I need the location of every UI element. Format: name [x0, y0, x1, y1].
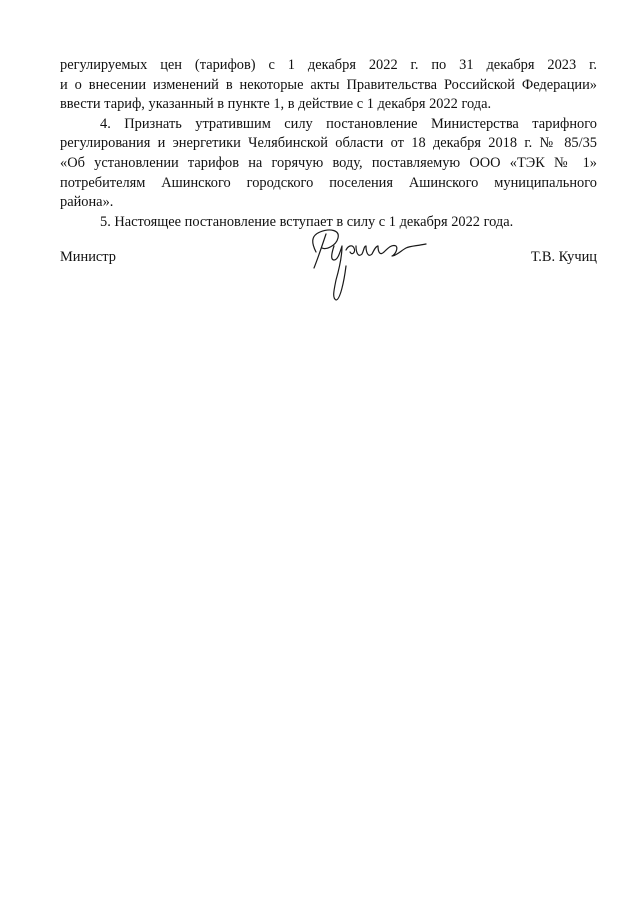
text-line: регулирования и энергетики Челябинской области от 18 декабря 2018 г. № 85/35 — [60, 135, 597, 152]
signer-position: Министр — [60, 249, 116, 265]
document-body — [60, 56, 597, 232]
paragraph-4 — [60, 115, 597, 213]
text-line: «Об установлении тарифов на горячую воду, поставляемую ООО «ТЭК № 1» — [60, 154, 597, 171]
text-line: и о внесении изменений в некоторые акты Правительства Российской Федерации» — [60, 76, 597, 93]
text-line: ввести тариф, указанный в пункте 1, в действие с 1 декабря 2022 года. — [60, 96, 492, 113]
handwritten-signature — [300, 222, 440, 312]
paragraph-continuation — [60, 56, 597, 115]
text-line: 4. Признать утратившим силу постановление Министерства тарифного — [100, 115, 597, 132]
text-line: 5. Настоящее постановление вступает в силу с 1 декабря 2022 года. — [100, 213, 514, 230]
text-line: регулируемых цен (тарифов) с 1 декабря 2022 г. по 31 декабря 2023 г. — [60, 57, 597, 73]
text-line: потребителям Ашинского городского поселения Ашинского муниципального — [60, 174, 597, 191]
signer-name: Т.В. Кучиц — [530, 249, 597, 265]
text-line: района». — [60, 194, 114, 211]
